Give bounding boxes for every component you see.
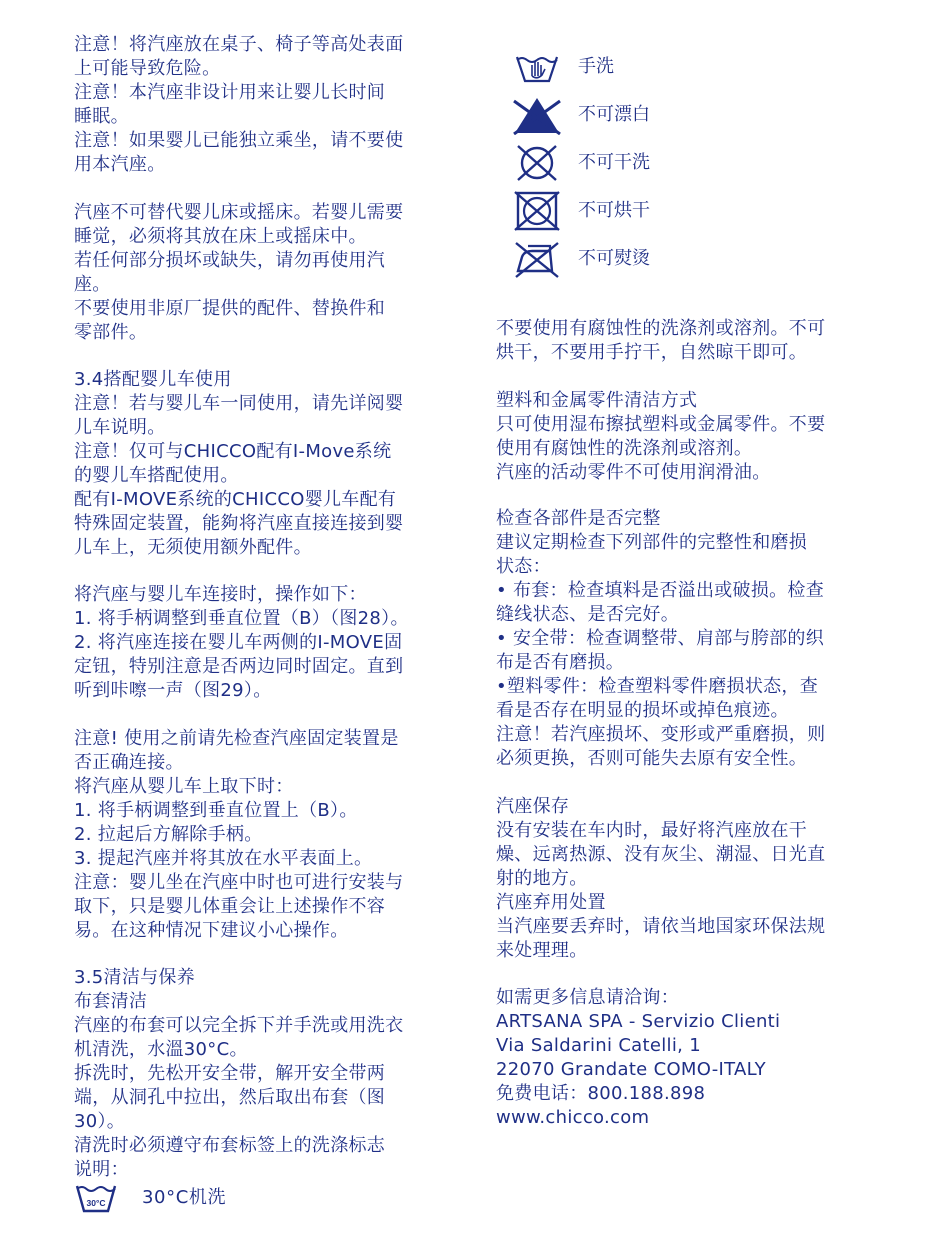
care-symbol-row: [512, 143, 650, 183]
text-line: 睡眠。: [74, 106, 129, 127]
text-line: 将汽座与婴儿车连接时，操作如下：: [74, 584, 367, 605]
paragraph: [74, 368, 454, 560]
text-line: 注意! 使用之前请先检查汽座固定装置是: [74, 728, 399, 749]
care-symbol-row: [512, 239, 650, 279]
text-line: 3. 提起汽座并将其放在水平表面上。: [74, 848, 373, 869]
no-dry-clean-icon: [512, 143, 562, 183]
text-line: 布是否有磨损。: [496, 652, 625, 673]
text-line: 听到咔嚓一声（图29）。: [74, 680, 272, 701]
paragraph: [74, 583, 454, 703]
paragraph: [74, 33, 454, 177]
text-line: 清洗时必须遵守布套标签上的洗涤标志: [74, 1135, 386, 1156]
text-line: Via Saldarini Catelli, 1: [496, 1035, 701, 1056]
hand-wash-icon: [512, 47, 562, 87]
text-line: 配有I-MOVE系统的CHICCO婴儿车配有: [74, 489, 397, 510]
contact-info: [496, 986, 876, 1130]
care-symbol-label: 不可熨烫: [578, 248, 650, 269]
care-symbol-row: [512, 95, 650, 135]
paragraph: [496, 507, 876, 771]
text-line: ARTSANA SPA - Servizio Clienti: [496, 1011, 781, 1032]
text-line: 不要使用有腐蚀性的洗涤剂或溶剂。不可: [496, 318, 826, 339]
paragraph: [496, 317, 876, 365]
machine-wash-row: [74, 1180, 226, 1216]
text-line: 射的地方。: [496, 868, 588, 889]
text-line: • 布套：检查填料是否溢出或破损。检查: [496, 580, 825, 601]
text-line: 注意！若汽座损坏、变形或严重磨损，则: [496, 724, 826, 745]
text-line: 3.4搭配婴儿车使用: [74, 369, 232, 390]
text-line: 特殊固定装置，能夠将汽座直接连接到婴: [74, 513, 404, 534]
care-symbol-label: 不可烘干: [578, 200, 650, 221]
text-line: 必须更换，否则可能失去原有安全性。: [496, 748, 808, 769]
text-line: 1. 将手柄调整到垂直位置上（B）。: [74, 800, 358, 821]
text-line: 检查各部件是否完整: [496, 508, 661, 529]
text-line: 布套清洁: [74, 991, 148, 1012]
text-line: 汽座保存: [496, 796, 570, 817]
text-line: 定钮，特别注意是否两边同时固定。直到: [74, 656, 404, 677]
text-line: 汽座不可替代婴儿床或摇床。若婴儿需要: [74, 202, 404, 223]
text-line: 拆洗时，先松开安全带，解开安全带两: [74, 1063, 386, 1084]
text-line: 只可使用湿布擦拭塑料或金属零件。不要: [496, 414, 826, 435]
care-symbol-row: [512, 47, 614, 87]
text-line: 2. 将汽座连接在婴儿车两侧的I-MOVE固: [74, 632, 403, 653]
text-line: 汽座的布套可以完全拆下并手洗或用洗衣: [74, 1015, 404, 1036]
text-line: 注意！如果婴儿已能独立乘坐，请不要使: [74, 130, 404, 151]
text-line: 免费电话：800.188.898: [496, 1083, 706, 1104]
text-line: 注意：婴儿坐在汽座中时也可进行安装与: [74, 872, 404, 893]
machine-wash-label: 30°C机洗: [142, 1187, 227, 1208]
text-line: 烘干，不要用手拧干，自然晾干即可。: [496, 342, 808, 363]
text-line: 来处理理。: [496, 940, 588, 961]
text-line: 注意！将汽座放在桌子、椅子等高处表面: [74, 34, 404, 55]
text-line: 用本汽座。: [74, 154, 166, 175]
text-line: •塑料零件：检查塑料零件磨损状态，查: [496, 676, 819, 697]
text-line: www.chicco.com: [496, 1107, 650, 1128]
text-line: 儿车上，无须使用额外配件。: [74, 537, 312, 558]
text-line: 机清洗，水溫30°C。: [74, 1039, 248, 1060]
care-symbol-label: 不可漂白: [578, 104, 650, 125]
text-line: 不要使用非原厂提供的配件、替换件和: [74, 298, 386, 319]
care-symbol-row: [512, 191, 650, 231]
text-line: 1. 将手柄调整到垂直位置（B）（图28）。: [74, 608, 409, 629]
text-line: 30）。: [74, 1111, 126, 1132]
text-line: 注意！若与婴儿车一同使用，请先详阅婴: [74, 393, 404, 414]
care-symbol-label: 手洗: [578, 56, 614, 77]
text-line: 零部件。: [74, 322, 148, 343]
machine-wash-30-icon: [74, 1180, 122, 1216]
text-line: 没有安装在车内时，最好将汽座放在干: [496, 820, 808, 841]
no-bleach-icon: [512, 95, 562, 135]
text-line: 状态：: [496, 556, 551, 577]
text-line: • 安全带：检查调整带、肩部与胯部的织: [496, 628, 825, 649]
text-line: 上可能导致危险。: [74, 58, 221, 79]
text-line: 如需更多信息请洽询：: [496, 987, 679, 1008]
paragraph: [74, 201, 454, 345]
paragraph: [74, 727, 454, 943]
text-line: 否正确连接。: [74, 752, 184, 773]
paragraph: [496, 389, 876, 485]
text-line: 易。在这种情况下建议小心操作。: [74, 920, 349, 941]
text-line: 注意！本汽座非设计用来让婴儿长时间: [74, 82, 386, 103]
text-line: 将汽座从婴儿车上取下时：: [74, 776, 294, 797]
text-line: 汽座的活动零件不可使用润滑油。: [496, 462, 771, 483]
care-symbol-label: 不可干洗: [578, 152, 650, 173]
paragraph: [496, 795, 876, 963]
wash-temperature-text: 30°C: [86, 1198, 106, 1208]
no-tumble-dry-icon: [512, 191, 562, 231]
text-line: 汽座弃用处置: [496, 892, 606, 913]
text-line: 22070 Grandate COMO-ITALY: [496, 1059, 766, 1080]
text-line: 的婴儿车搭配使用。: [74, 465, 239, 486]
text-line: 建议定期检查下列部件的完整性和磨损: [496, 532, 808, 553]
text-line: 3.5清洁与保养: [74, 967, 196, 988]
text-line: 2. 拉起后方解除手柄。: [74, 824, 263, 845]
text-line: 座。: [74, 274, 111, 295]
text-line: 缝线状态、是否完好。: [496, 604, 679, 625]
no-iron-icon: [512, 239, 562, 279]
text-line: 若任何部分损坏或缺失，请勿再使用汽: [74, 250, 386, 271]
text-line: 取下，只是婴儿体重会让上述操作不容: [74, 896, 386, 917]
text-line: 塑料和金属零件清洁方式: [496, 390, 698, 411]
text-line: 儿车说明。: [74, 417, 166, 438]
text-line: 看是否存在明显的损坏或掉色痕迹。: [496, 700, 789, 721]
text-line: 燥、远离热源、没有灰尘、潮湿、日光直: [496, 844, 826, 865]
text-line: 端，从洞孔中拉出，然后取出布套（图: [74, 1087, 386, 1108]
text-line: 注意！仅可与CHICCO配有I-Move系统: [74, 441, 392, 462]
text-line: 当汽座要丢弃时，请依当地国家环保法规: [496, 916, 826, 937]
text-line: 说明：: [74, 1159, 129, 1180]
text-line: 使用有腐蚀性的洗涤剂或溶剂。: [496, 438, 753, 459]
paragraph: [74, 966, 454, 1182]
text-line: 睡觉，必须将其放在床上或摇床中。: [74, 226, 367, 247]
